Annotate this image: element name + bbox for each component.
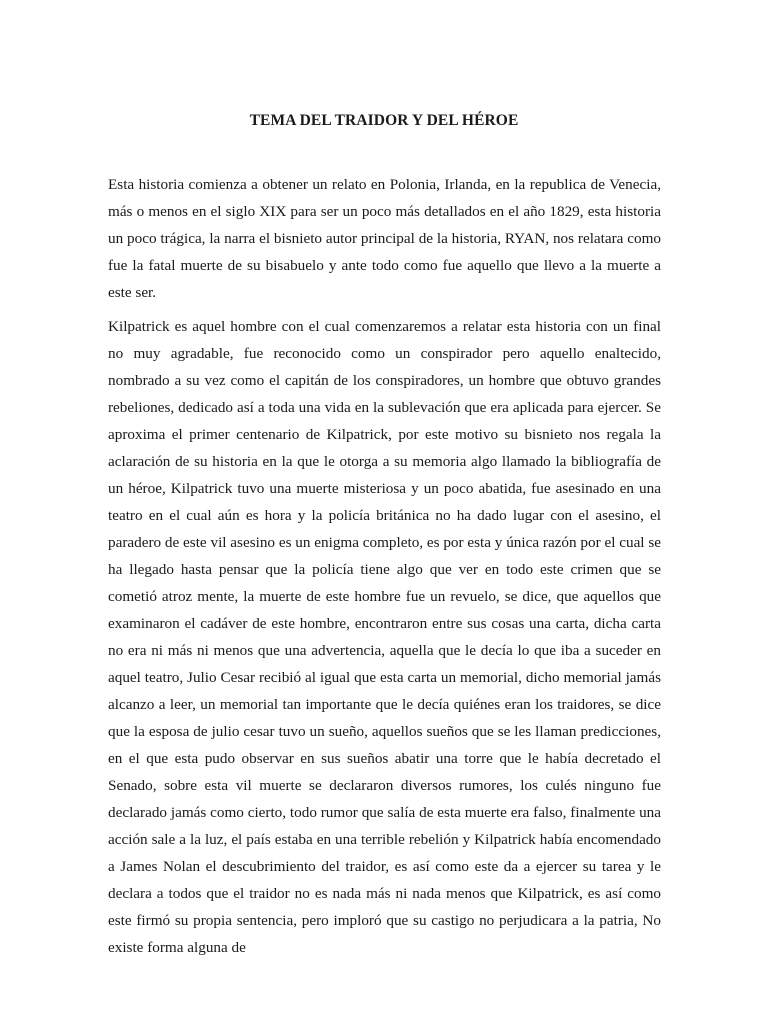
paragraph-kilpatrick: Kilpatrick es aquel hombre con el cual comenzaremos a relatar esta historia con un final no muy agradable, fue reconocido como un conspirador pero aquello enaltecido, nombrado a su vez como el capitán de los conspiradores, un hombre que obtuvo grandes rebeliones, dedicado así a toda una vida en la sublevación que era aplicada para ejercer. Se aproxima el primer centenario de Kilpatrick, por este motivo su bisnieto nos regala la aclaración de su historia en la que le otorga a su memoria algo llamado la bibliografía de un héroe, Kilpatrick tuvo una muerte misteriosa y un poco abatida, fue asesinado en una teatro en el cual aún es hora y la policía británica no ha dado lugar con el asesino, el paradero de este vil asesino es un enigma completo, es por esta y única razón por el cual se ha llegado hasta pensar que la policía tiene algo que ver en todo este crimen que se cometió atroz mente, la muerte de este hombre fue un revuelo, se dice, que aquellos que examinaron el cadáver de este hombre, encontraron entre sus cosas una carta, dicha carta no era ni más ni menos que una advertencia, aquella que le decía lo que iba a suceder en aquel teatro, Julio Cesar recibió al igual que esta carta un memorial, dicho memorial jamás alcanzo a leer, un memorial tan importante que le decía quiénes eran los traidores, se dice que la esposa de julio cesar tuvo un sueño, aquellos sueños que se les llaman predicciones, en el que esta pudo observar en sus sueños abatir una torre que le había decretado el Senado, sobre esta vil muerte se declararon diversos rumores, los culés ninguno fue declarado jamás como cierto, todo rumor que salía de esta muerte era falso, finalmente una acción sale a la luz, el país estaba en una terrible rebelión y Kilpatrick había encomendado a James Nolan el descubrimiento del traidor, es así como este da a ejercer su tarea y le declara a todos que el traidor no es nada más ni nada menos que Kilpatrick, es así como este firmó su propia sentencia, pero imploró que su castigo no perjudicara a la patria, No existe forma alguna de bbox=[108, 318, 661, 956]
paragraph-intro: Esta historia comienza a obtener un relato en Polonia, Irlanda, en la republica de Venecia, más o menos en el siglo XIX para ser un poco más detallados en el año 1829, esta historia un poco trágica, la narra el bisnieto autor principal de la historia, RYAN, nos relatara como fue la fatal muerte de su bisabuelo y ante todo como fue aquello que llevo a la muerte a este ser. bbox=[108, 176, 661, 301]
document-title: TEMA DEL TRAIDOR Y DEL HÉROE bbox=[249, 112, 519, 129]
